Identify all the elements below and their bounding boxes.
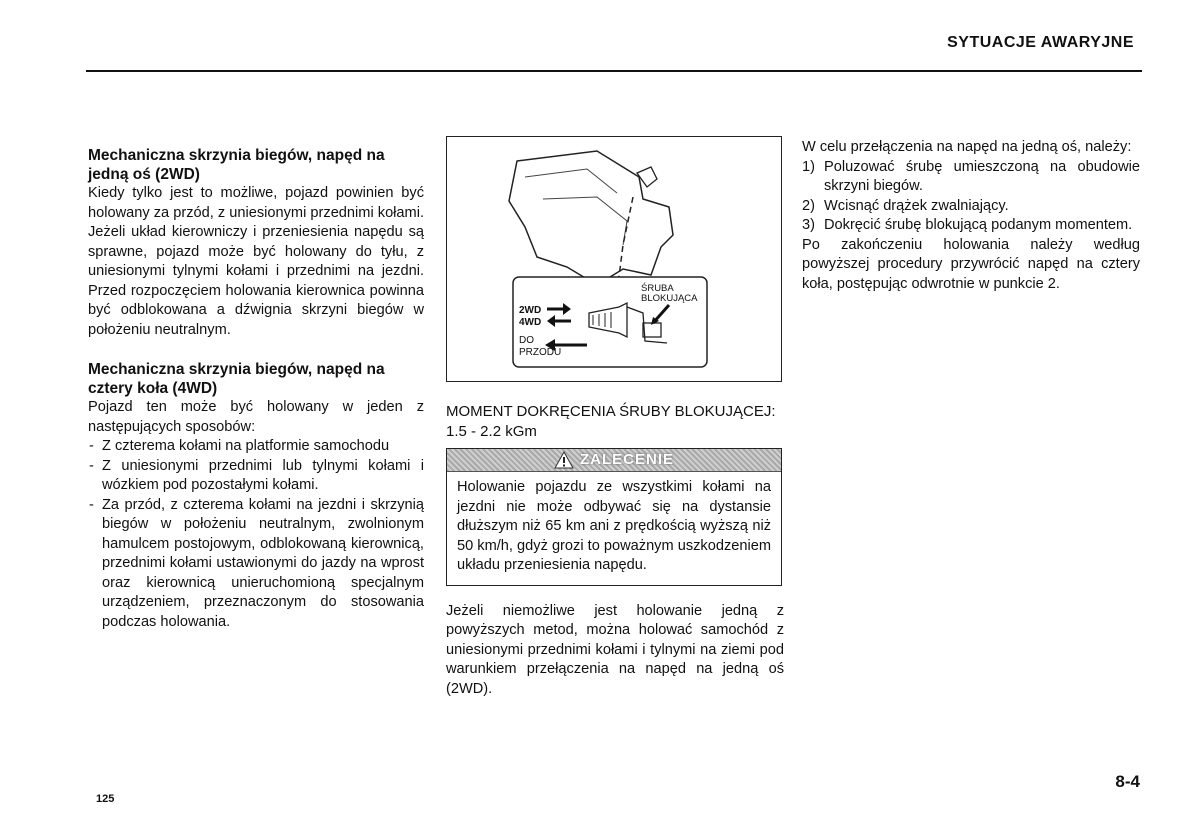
- warning-box: [446, 448, 782, 586]
- label-4wd: 4WD: [519, 317, 542, 328]
- torque-caption: MOMENT DOKRĘCENIA ŚRUBY BLOKUJĄCEJ: 1.5 - 2.2 kGm: [446, 403, 776, 440]
- towing-methods-list: [88, 437, 424, 632]
- label-forward-2: PRZODU: [519, 347, 562, 358]
- page-number: 125: [96, 793, 115, 805]
- list-item: - Z czterema kołami na platformie samochodu: [88, 437, 424, 457]
- transfer-case-illustration: [447, 137, 781, 381]
- section-body-2wd: Kiedy tylko jest to możliwe, pojazd powinien być holowany za przód, z uniesionymi przednimi kołami. Jeżeli układ kierowniczy i przeniesienia napędu są sprawne, pojazd może być holowany do tyłu, z uniesionymi tylnymi kołami i przednimi na jezdni. Przed rozpoczęciem holowania kierownica powinna być odblokowana a dźwignia skrzyni biegów w położeniu neutralnym.: [88, 185, 424, 338]
- page-header-title: SYTUACJE AWARYJNE: [947, 34, 1134, 51]
- section-heading-2wd: Mechaniczna skrzynia biegów, napęd na jedną oś (2WD): [88, 147, 385, 183]
- step-text: Dokręcić śrubę blokującą podanym momentem.: [824, 217, 1133, 233]
- housing-detail-line: [525, 169, 617, 193]
- list-item: - Za przód, z czterema kołami na jezdni i skrzynią biegów w położeniu neutralnym, zwolnionym hamulcem postojowym, odblokowaną kierownicą, przednimi kołami ustawionymi do jazdy na wprost oraz kierownicą unieruchomioną specjalnym urządzeniem, przeznaczonym do stosowania podczas holowania.: [88, 496, 424, 633]
- label-2wd: 2WD: [519, 305, 542, 316]
- procedure-step: [802, 197, 1140, 217]
- step-number: 1): [802, 158, 815, 175]
- housing-detail-line: [543, 197, 627, 245]
- section-heading-4wd: Mechaniczna skrzynia biegów, napęd na cztery koła (4WD): [88, 361, 385, 397]
- right-column: [802, 138, 1140, 294]
- label-screw-2: BLOKUJĄCA: [641, 293, 698, 304]
- label-forward-1: DO: [519, 335, 534, 346]
- procedure-steps: [802, 158, 1140, 236]
- warning-label: ZALECENIE: [579, 451, 674, 469]
- procedure-outro: Po zakończeniu holowania należy według powyższej procedury przywrócić napęd na cztery koła, postępując odwrotnie w punkcie 2.: [802, 236, 1140, 292]
- step-text: Wcisnąć drążek zwalniający.: [824, 197, 1009, 214]
- gearbox-housing-outline: [509, 151, 673, 285]
- transfer-case-figure: [446, 136, 782, 382]
- warning-text: Holowanie pojazdu ze wszystkimi kołami na jezdni nie może odbywać się na dystansie dłuższym niż 65 km ani z prędkością wyższą niż 50 km/h, gdyż grozi to poważnym uszkodzeniem układu przeniesienia napędu.: [457, 479, 771, 573]
- label-screw-1: ŚRUBA: [641, 283, 674, 294]
- section-intro-4wd: Pojazd ten może być holowany w jeden z następujących sposobów:: [88, 399, 424, 435]
- left-column: [88, 146, 424, 632]
- warning-triangle-icon: [554, 451, 574, 469]
- procedure-step: [802, 216, 1140, 236]
- alternative-towing-text: Jeżeli niemożliwe jest holowanie jedną z powyższych metod, można holować samochód z uniesionymi przednimi kołami i tylnymi na ziemi pod warunkiem przełączenia na napęd na jedną oś (2WD).: [446, 602, 784, 697]
- header-rule: [86, 70, 1142, 72]
- leader-line: [619, 197, 633, 277]
- procedure-step: [802, 158, 1140, 197]
- step-number: 3): [802, 217, 815, 233]
- warning-banner: [447, 449, 781, 472]
- step-number: 2): [802, 197, 815, 214]
- list-item: - Z uniesionymi przednimi lub tylnymi kołami i wózkiem pod pozostałymi kołami.: [88, 457, 424, 496]
- middle-column: [446, 136, 784, 699]
- section-page-number: 8-4: [1115, 772, 1140, 791]
- step-text: Poluzować śrubę umieszczoną na obudowie skrzyni biegów.: [824, 158, 1140, 194]
- procedure-intro: W celu przełączenia na napęd na jedną oś, należy:: [802, 139, 1132, 155]
